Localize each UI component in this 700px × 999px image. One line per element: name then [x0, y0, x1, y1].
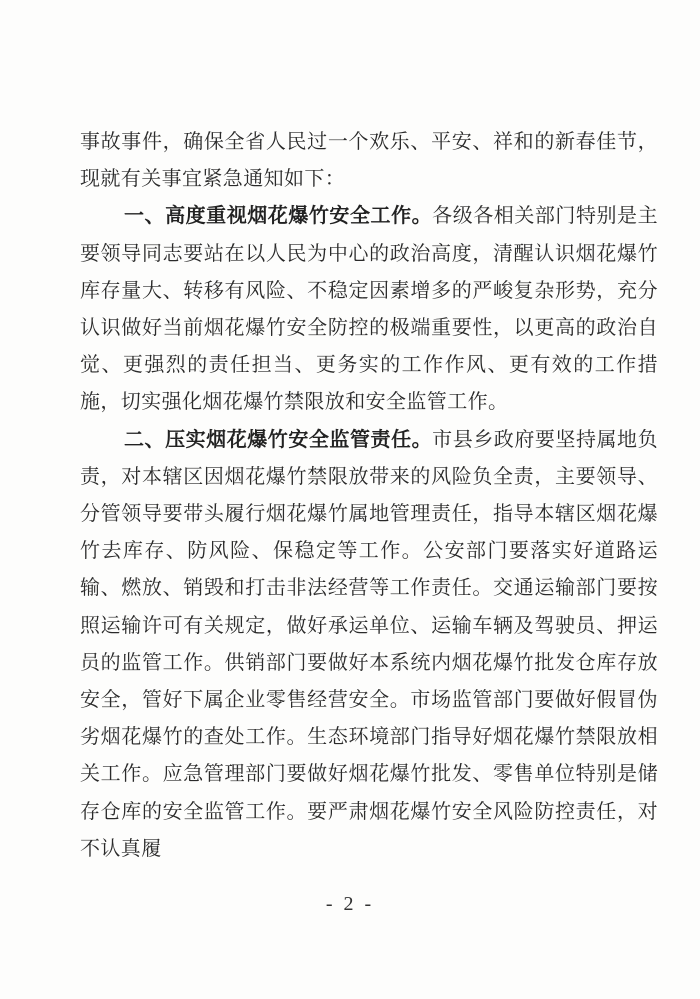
- section-heading-1: 一、高度重视烟花爆竹安全工作。: [124, 205, 433, 228]
- paragraph-text: 市县乡政府要坚持属地负责，对本辖区因烟花爆竹禁限放带来的风险负全责，主要领导、分管领导要带头履行烟花爆竹属地管理责任，指导本辖区烟花爆竹去库存、防风险、保稳定等工作。公安部门要落实好道路运输、燃放、销毁和打击非法经营等工作责任。交通运输部门要按照运输许可有关规定，做好承运单位、运输车辆及驾驶员、押运员的监管工作。供销部门要做好本系统内烟花爆竹批发仓库存放安全，管好下属企业零售经营安全。市场监管部门要做好假冒伪劣烟花爆竹的查处工作。生态环境部门指导好烟花爆竹禁限放相关工作。应急管理部门要做好烟花爆竹批发、零售单位特别是储存仓库的安全监管工作。要严肃烟花爆竹安全风险防控责任，对不认真履: [80, 428, 658, 860]
- paragraph-text: 事故事件，确保全省人民过一个欢乐、平安、祥和的新春佳节，现就有关事宜紧急通知如下：: [80, 131, 658, 191]
- paragraph-text: 各级各相关部门特别是主要领导同志要站在以人民为中心的政治高度，清醒认识烟花爆竹库存量大、转移有风险、不稳定因素增多的严峻复杂形势，充分认识做好当前烟花爆竹安全防控的极端重要性，以更高的政治自觉、更强烈的责任担当、更务实的工作作风、更有效的工作措施，切实强化烟花爆竹禁限放和安全监管工作。: [80, 205, 658, 414]
- document-body: [80, 124, 658, 868]
- paragraph-section-1: [80, 198, 658, 421]
- page-number: [0, 893, 700, 916]
- page-number-label: - 2 -: [325, 893, 375, 915]
- paragraph-section-2: [80, 422, 658, 868]
- paragraph-continuation: [80, 124, 658, 198]
- section-heading-2: 二、压实烟花爆竹安全监管责任。: [124, 428, 433, 451]
